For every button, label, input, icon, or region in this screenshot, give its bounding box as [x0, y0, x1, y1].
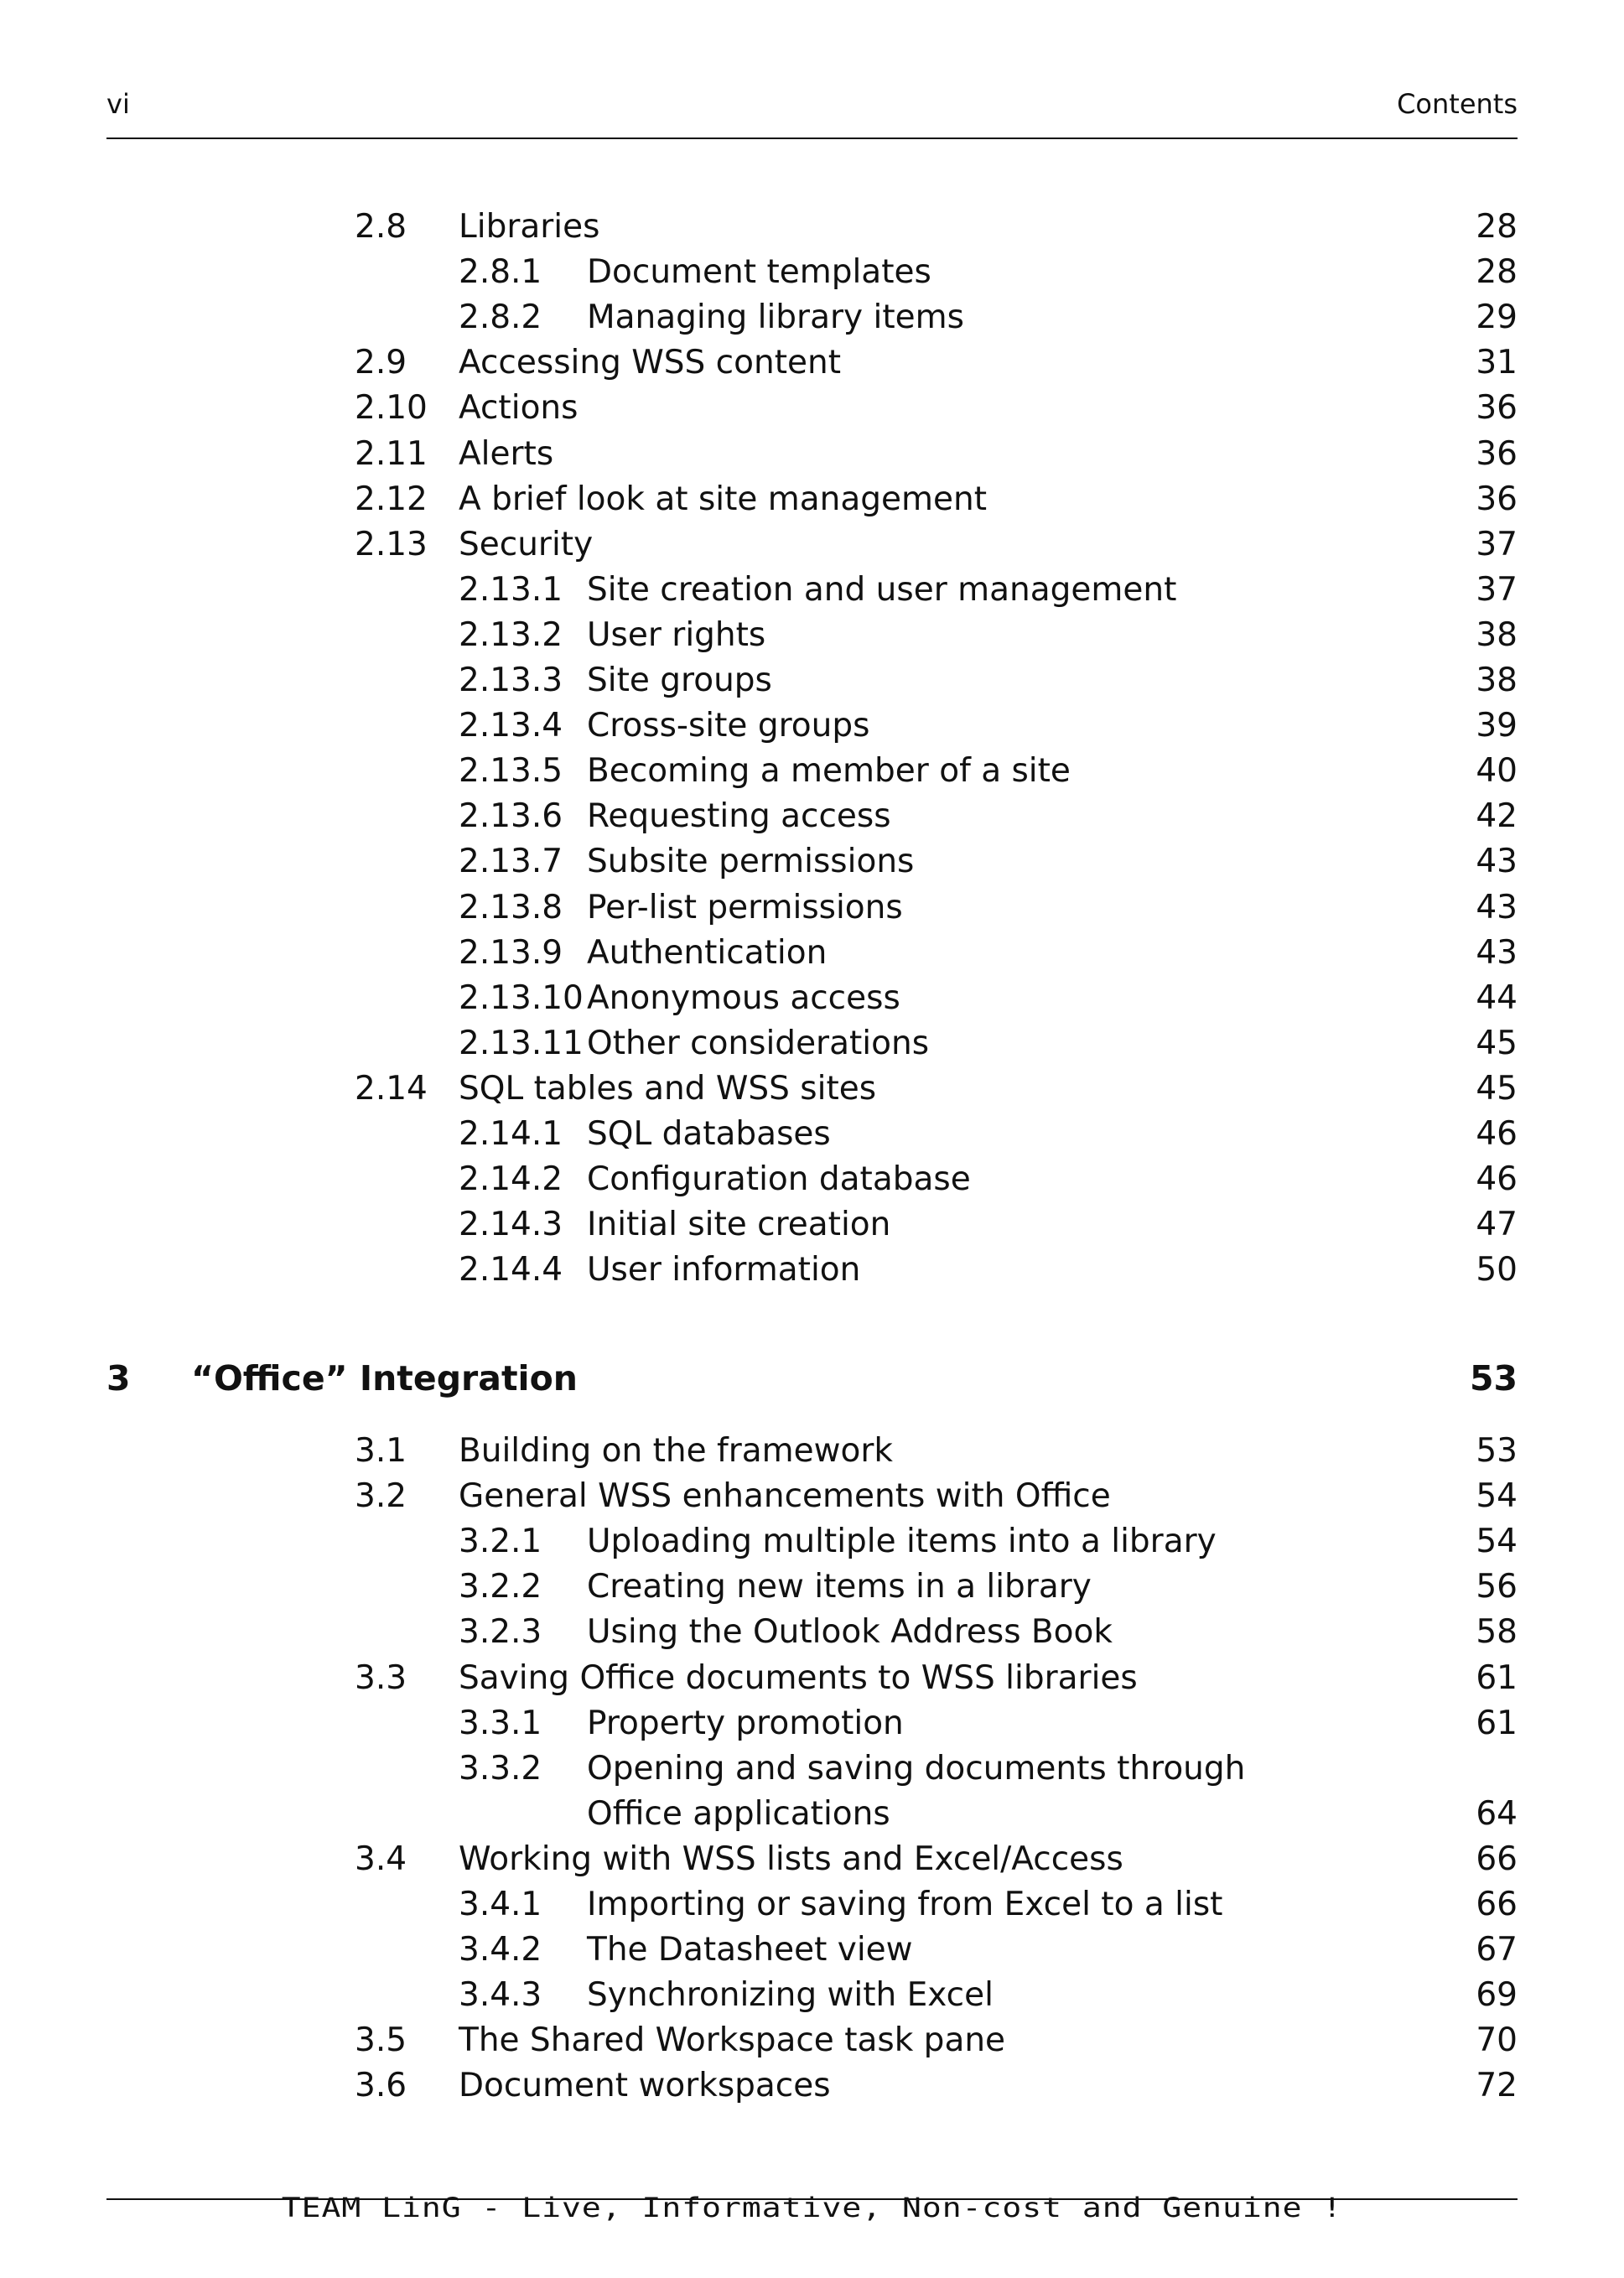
toc-entry-number: 2.14	[355, 1069, 428, 1108]
toc-entry-page: 31	[1476, 344, 1518, 382]
toc-entry	[0, 658, 1624, 703]
toc-entry-number: 2.13.7	[459, 843, 563, 881]
toc-entry-number: 2.8.1	[459, 253, 542, 292]
toc-entry-number: 2.13.10	[459, 978, 584, 1017]
toc-entry	[0, 839, 1624, 885]
toc-entry-number: 2.10	[355, 389, 428, 428]
toc-entry-page: 39	[1476, 707, 1518, 745]
toc-entry-title: Initial site creation	[587, 1206, 891, 1244]
toc-entry-number: 2.8.2	[459, 298, 542, 337]
toc-entry-title: Property promotion	[587, 1704, 904, 1742]
toc-entry-page: 37	[1476, 525, 1518, 563]
toc-entry	[0, 613, 1624, 658]
toc-entry-title: Saving Office documents to WSS libraries	[459, 1658, 1138, 1697]
toc-entry-title: Using the Outlook Address Book	[587, 1613, 1113, 1652]
toc-entry	[0, 432, 1624, 477]
toc-entry-number: 2.13.4	[459, 707, 563, 745]
toc-entry-title: Accessing WSS content	[459, 344, 842, 382]
toc-entry	[0, 1202, 1624, 1248]
toc-entry-title: Site creation and user management	[587, 570, 1177, 609]
toc-entry-number: 3.4.1	[459, 1886, 542, 1923]
toc-entry-number: 2.13.2	[459, 615, 563, 654]
toc-entry-page: 38	[1476, 615, 1518, 654]
chapter-number: 3	[106, 1358, 131, 1398]
toc-entry-title: A brief look at site management	[459, 480, 988, 518]
toc-entry	[0, 1157, 1624, 1202]
toc-entry-page: 36	[1476, 389, 1518, 428]
toc-entry	[0, 1746, 1624, 1792]
toc-entry-title: Managing library items	[587, 298, 964, 337]
toc-entry-page: 43	[1476, 888, 1518, 926]
toc-entry	[0, 1882, 1624, 1928]
toc-entry-page: 45	[1476, 1024, 1518, 1062]
toc-entry-title: Importing or saving from Excel to a list	[587, 1886, 1223, 1923]
toc-entry	[0, 1792, 1624, 1837]
toc-entry-title: Anonymous access	[587, 978, 900, 1017]
toc-entry-number: 3.3.1	[459, 1704, 542, 1742]
toc-entry	[0, 1837, 1624, 1882]
toc-entry-page: 36	[1476, 434, 1518, 473]
toc-entry-title: Other considerations	[587, 1024, 930, 1062]
header-rule	[106, 138, 1518, 139]
toc-entry-page: 64	[1476, 1794, 1518, 1833]
toc-entry	[0, 1021, 1624, 1066]
toc-entry-page: 46	[1476, 1115, 1518, 1153]
toc-entry-page: 72	[1476, 2067, 1518, 2105]
toc-entry-number: 2.14.3	[459, 1206, 563, 1244]
toc-entry-number: 2.13.3	[459, 662, 563, 699]
toc-entry-page: 54	[1476, 1477, 1518, 1516]
toc-entry-title: Alerts	[459, 434, 554, 473]
toc-entry	[0, 1656, 1624, 1701]
toc-entry-page: 69	[1476, 1976, 1518, 2015]
toc-entry-title: Creating new items in a library	[587, 1568, 1092, 1606]
toc-entry-number: 3.6	[355, 2067, 407, 2105]
toc-entry	[0, 1474, 1624, 1519]
toc-entry-title: Cross-site groups	[587, 707, 870, 745]
toc-entry-page: 58	[1476, 1613, 1518, 1652]
toc-entry-page: 28	[1476, 208, 1518, 246]
toc-entry-number: 3.1	[355, 1432, 407, 1470]
toc-entry-title: Building on the framework	[459, 1432, 894, 1470]
toc-entry	[0, 1248, 1624, 1293]
toc-entry	[0, 295, 1624, 340]
toc-entry-title: User rights	[587, 615, 766, 654]
toc-entry-page: 28	[1476, 253, 1518, 292]
toc-entry-page: 37	[1476, 570, 1518, 609]
toc-entry-number: 2.13.5	[459, 752, 563, 791]
toc-entry	[0, 1973, 1624, 2018]
toc-entry-number: 2.13.6	[459, 797, 563, 836]
toc-entry-number: 2.12	[355, 480, 428, 518]
toc-entry-title: Document workspaces	[459, 2067, 831, 2105]
toc-entry-number: 2.14.4	[459, 1251, 563, 1289]
toc-entry-number: 3.2.1	[459, 1523, 542, 1561]
toc-entry-number: 2.9	[355, 344, 407, 382]
toc-entry	[0, 1610, 1624, 1655]
toc-entry-page: 50	[1476, 1251, 1518, 1289]
chapter-heading	[0, 1353, 1624, 1404]
toc-entry-number: 3.4.3	[459, 1976, 542, 2015]
toc-entry-title: Per-list permissions	[587, 888, 903, 926]
running-header: Contents	[1397, 88, 1518, 120]
page-number: vi	[106, 88, 130, 120]
toc-entry-number: 3.3.2	[459, 1749, 542, 1788]
toc-entry	[0, 477, 1624, 522]
toc-entry	[0, 885, 1624, 931]
toc-entry-page: 56	[1476, 1568, 1518, 1606]
toc-entry-title: Opening and saving documents through	[587, 1749, 1246, 1788]
toc-entry-number: 3.4.2	[459, 1931, 542, 1969]
toc-entry-title: The Datasheet view	[587, 1931, 913, 1969]
toc-entry-title: Synchronizing with Excel	[587, 1976, 994, 2015]
toc-entry	[0, 1112, 1624, 1157]
toc-entry-page: 42	[1476, 797, 1518, 836]
toc-entry-number: 2.14.1	[459, 1115, 563, 1153]
toc-entry	[0, 794, 1624, 839]
toc-entry-title: Document templates	[587, 253, 931, 292]
toc-entry-number: 3.4	[355, 1840, 407, 1878]
toc-entry-title: Security	[459, 525, 594, 563]
toc-entry-title: User information	[587, 1251, 861, 1289]
toc-entry	[0, 340, 1624, 386]
toc-entry-number: 2.13.11	[459, 1024, 584, 1062]
toc-entry-number: 3.2	[355, 1477, 407, 1516]
toc-entry-title: General WSS enhancements with Office	[459, 1477, 1111, 1516]
toc-entry-page: 38	[1476, 662, 1518, 699]
toc-entry-title: Authentication	[587, 933, 828, 972]
toc-entry-page: 40	[1476, 752, 1518, 791]
toc-entry	[0, 1701, 1624, 1746]
toc-entry-page: 53	[1476, 1432, 1518, 1470]
toc-entry	[0, 976, 1624, 1021]
toc-entry-number: 3.3	[355, 1658, 407, 1697]
toc-entry-page: 66	[1476, 1886, 1518, 1923]
toc-entry-number: 2.13	[355, 525, 428, 563]
toc-entry-title: SQL tables and WSS sites	[459, 1069, 877, 1108]
toc-entry-page: 29	[1476, 298, 1518, 337]
toc-entry-title: Site groups	[587, 662, 772, 699]
toc-entry	[0, 1519, 1624, 1565]
toc-entry-number: 2.8	[355, 208, 407, 246]
toc-entry-title: Working with WSS lists and Excel/Access	[459, 1840, 1123, 1878]
toc-entry	[0, 1066, 1624, 1112]
toc-entry-page: 36	[1476, 480, 1518, 518]
toc-entry-title: Becoming a member of a site	[587, 752, 1071, 791]
toc-entry-page: 43	[1476, 933, 1518, 972]
toc-entry-page: 44	[1476, 978, 1518, 1017]
toc-entry-title: SQL databases	[587, 1115, 831, 1153]
toc-entry	[0, 568, 1624, 613]
toc-entry-number: 2.13.1	[459, 570, 563, 609]
toc-entry	[0, 1429, 1624, 1474]
toc-entry-page: 46	[1476, 1160, 1518, 1199]
toc-entry	[0, 1565, 1624, 1610]
toc-entry-title: Subsite permissions	[587, 843, 915, 881]
toc-entry	[0, 2063, 1624, 2109]
toc-entry-page: 45	[1476, 1069, 1518, 1108]
toc-entry	[0, 205, 1624, 250]
toc-entry-page: 43	[1476, 843, 1518, 881]
toc-entry-page: 61	[1476, 1704, 1518, 1742]
toc-entry	[0, 1928, 1624, 1973]
toc-entry-page: 47	[1476, 1206, 1518, 1244]
toc-entry	[0, 2018, 1624, 2063]
toc-entry-number: 3.2.2	[459, 1568, 542, 1606]
footer-watermark: TEAM LinG - Live, Informative, Non-cost and Genuine !	[281, 2192, 1343, 2224]
toc-entry-number: 2.11	[355, 434, 428, 473]
toc-entry-title: Configuration database	[587, 1160, 971, 1199]
toc-entry-page: 54	[1476, 1523, 1518, 1561]
toc-entry	[0, 703, 1624, 749]
chapter-title: “Office” Integration	[191, 1358, 578, 1398]
toc-entry-number: 3.2.3	[459, 1613, 542, 1652]
toc-entry-page: 67	[1476, 1931, 1518, 1969]
toc-entry	[0, 386, 1624, 431]
toc-entry-number: 2.13.9	[459, 933, 563, 972]
toc-entry	[0, 522, 1624, 568]
toc-entry-page: 70	[1476, 2021, 1518, 2060]
toc-entry-title: Actions	[459, 389, 579, 428]
toc-entry-page: 61	[1476, 1658, 1518, 1697]
toc-entry-page: 66	[1476, 1840, 1518, 1878]
toc-entry	[0, 749, 1624, 794]
toc-entry-title: Uploading multiple items into a library	[587, 1523, 1217, 1561]
toc-entry	[0, 250, 1624, 295]
toc-entry-number: 3.5	[355, 2021, 407, 2060]
toc-entry	[0, 931, 1624, 976]
toc-entry-number: 2.13.8	[459, 888, 563, 926]
toc-entry-number: 2.14.2	[459, 1160, 563, 1199]
toc-entry-title: The Shared Workspace task pane	[459, 2021, 1006, 2060]
toc-entry-title: Requesting access	[587, 797, 891, 836]
toc-entry-title: Office applications	[587, 1794, 890, 1833]
chapter-page: 53	[1469, 1358, 1518, 1398]
toc-entry-title: Libraries	[459, 208, 600, 246]
